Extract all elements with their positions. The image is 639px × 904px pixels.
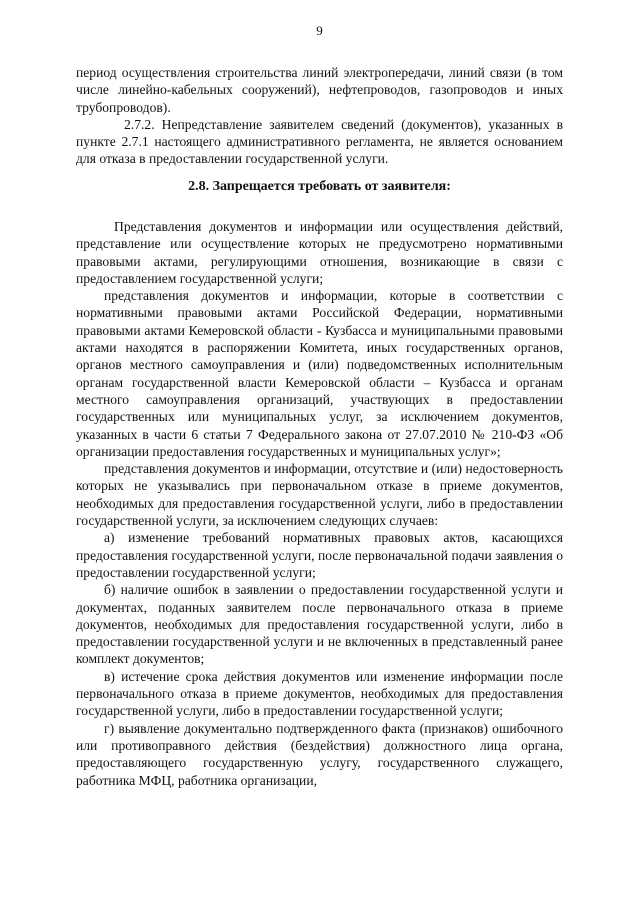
page-number: 9 [316,23,323,38]
paragraph-2-7-2: 2.7.2. Непредставление заявителем сведений (документов), указанных в пункте 2.7.1 настоящего административного регламента, не является основанием для отказа в предоставлении государственной услуги. [76,116,563,167]
list-item-g: г) выявление документально подтвержденного факта (признаков) ошибочного или противоправного действия (бездействия) должностного лица органа, предоставляющего государственную услугу, государственного служащего, работника МФЦ, работника организации, [76,720,563,788]
paragraph-not-indicated-on-refusal: представления документов и информации, отсутствие и (или) недостоверность которых не указывались при первоначальном отказе в приеме документов, необходимых для предоставления государственной услуги, либо в предоставлении государственной услуги, за исключением следующих случаев: [76,461,563,529]
paragraph-unregulated-actions: Представления документов и информации или осуществления действий, представление или осуществление которых не предусмотрено нормативными правовыми актами, регулирующими отношения, возникающие в связи с предоставлением государственной услуги; [76,219,563,286]
list-item-b: б) наличие ошибок в заявлении о предоставлении государственной услуги и документах, поданных заявителем после первоначального отказа в приеме документов, необходимых для предоставления государственной услуги, либо в предоставлении государственной услуги и не включенных в представленный ранее комплект документов; [76,582,563,667]
list-item-v: в) истечение срока действия документов или изменение информации после первоначального отказа в приеме документов, необходимых для предоставления государственной услуги, либо в предоставлении государственной услуги; [76,668,563,719]
paragraph-documents-in-possession: представления документов и информации, которые в соответствии с нормативными правовыми актами Российской Федерации, нормативными правовыми актами Кемеровской области - Кузбасса и муниципальными правовыми актами находятся в распоряжении Комитета, иных государственных органов, органов местного самоуправления и (или) подведомственных исполнительным органам государственной власти Кемеровской области – Кузбасса и органам местного самоуправления организаций, участвующих в предоставлении государственных или муниципальных услуг, за исключением документов, указанных в части 6 статьи 7 Федерального закона от 27.07.2010 № 210-ФЗ «Об организации предоставления государственных и муниципальных услуг»; [76,288,563,459]
intro-block [76,64,563,168]
section-heading: 2.8. Запрещается требовать от заявителя: [188,179,451,194]
list-item-a: а) изменение требований нормативных правовых актов, касающихся предоставления государственной услуги, после первоначальной подачи заявления о предоставлении государственной услуги; [76,530,563,580]
paragraph-continuation: период осуществления строительства линий электропередачи, линий связи (в том числе линейно-кабельных сооружений), нефтепроводов, газопроводов и иных трубопроводов). [76,65,563,115]
section-body [76,218,563,789]
